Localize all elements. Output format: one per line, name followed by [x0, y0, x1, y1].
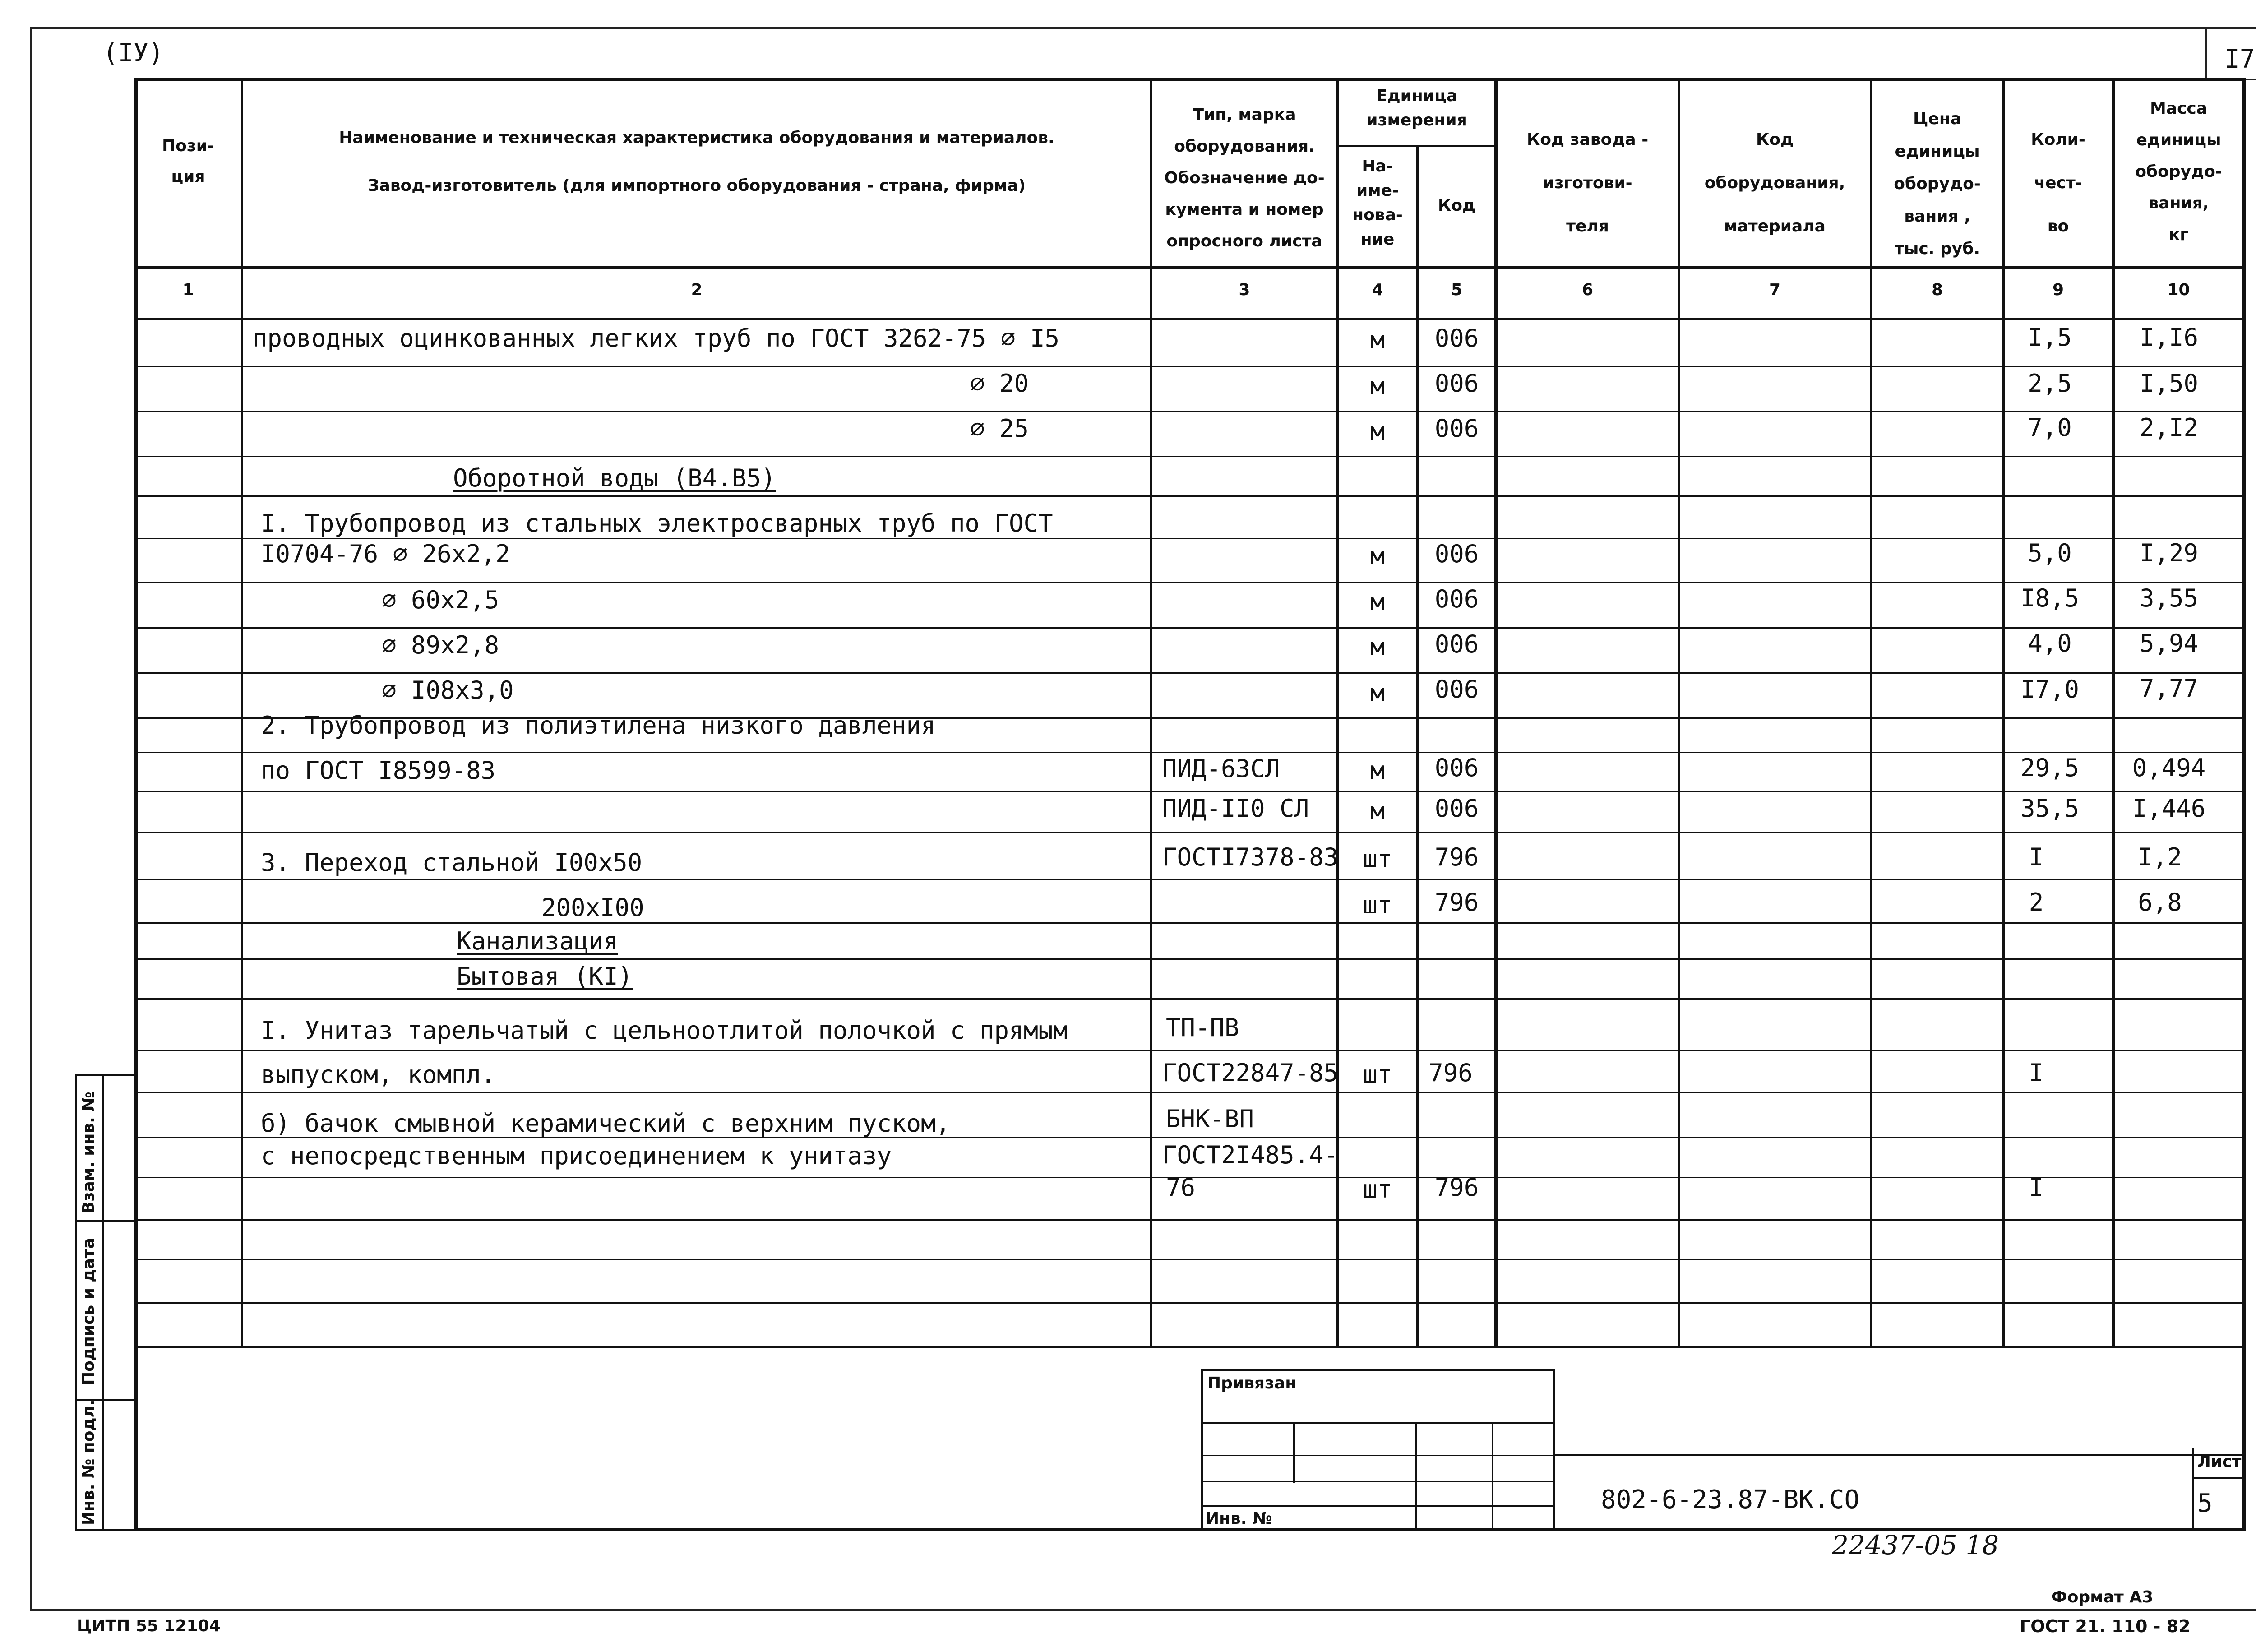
row-separator [134, 366, 2246, 367]
row-code: 006 [1434, 754, 1479, 782]
row-code: 006 [1434, 675, 1479, 703]
row-unit: шт [1363, 1175, 1392, 1203]
section-title-circulating-water: Оборотной воды (В4.В5) [453, 464, 776, 492]
doc-code-top-line [1555, 1454, 2245, 1456]
row-name: проводных оцинкованных легких труб по ГОСТ 3262-75 ∅ I5 [253, 324, 1060, 352]
row-type: БНК-ВП [1166, 1105, 1254, 1133]
header-name-line1: Наименование и техническая характеристика оборудования и материалов. [339, 129, 1054, 147]
row-name: с непосредственным присоединением к унитазу [261, 1142, 892, 1170]
row-separator [134, 582, 2246, 583]
row-qty: 2,5 [2028, 369, 2072, 398]
row-separator [134, 1050, 2246, 1051]
stamp-line-1 [1201, 1422, 1555, 1424]
row-name: ∅ 20 [970, 369, 1029, 398]
row-mass: 6,8 [2138, 888, 2182, 916]
row-code: 796 [1434, 888, 1479, 916]
header-unit-group: Единица измерения [1366, 87, 1467, 130]
row-separator [134, 1219, 2246, 1221]
archive-number: 22437-05 18 [1832, 1530, 1999, 1560]
row-name: 2. Трубопровод из полиэтилена низкого давления [261, 711, 936, 740]
row-code: 796 [1428, 1059, 1473, 1087]
col-line-5 [1494, 78, 1498, 1348]
row-code: 006 [1434, 324, 1479, 352]
header-mass: Масса единицы оборудо- вания, кг [2135, 99, 2222, 244]
row-name: ∅ 60х2,5 [382, 586, 499, 614]
header-equipment-code: Код оборудования, материала [1704, 130, 1845, 236]
row-unit: м [1370, 797, 1385, 825]
row-mass: 2,I2 [2139, 413, 2199, 442]
row-name: ∅ 89х2,8 [382, 631, 499, 659]
row-unit: м [1370, 326, 1385, 354]
row-qty: I [2029, 843, 2044, 871]
side-strip-divider [102, 1074, 104, 1531]
row-type: ТП-ПВ [1166, 1013, 1239, 1042]
row-name: ∅ 25 [970, 414, 1029, 443]
col-line-9 [2112, 78, 2115, 1348]
footer-gost: ГОСТ 21. 110 - 82 [2020, 1616, 2191, 1636]
row-mass: I,I6 [2139, 323, 2199, 352]
row-name: ∅ I08х3,0 [382, 676, 514, 704]
stamp-inv-label: Инв. № [1206, 1509, 1272, 1528]
row-type: ГОСТI7378-83 [1162, 843, 1339, 871]
side-label-inv-podl: Инв. № подл. [79, 1399, 98, 1525]
row-separator [134, 832, 2246, 833]
row-code: 006 [1434, 369, 1479, 398]
section-title-sewerage: Канализация [457, 927, 618, 955]
row-unit: м [1370, 417, 1385, 445]
row-qty: 7,0 [2028, 413, 2072, 442]
row-separator [134, 1092, 2246, 1093]
row-separator [134, 456, 2246, 457]
row-mass: I,29 [2139, 539, 2199, 567]
row-unit: м [1370, 372, 1385, 400]
section-title-domestic: Бытовая (КI) [457, 962, 633, 990]
row-qty: 5,0 [2028, 539, 2072, 567]
row-name: по ГОСТ I8599-83 [261, 756, 496, 785]
row-mass: I,50 [2139, 369, 2199, 398]
row-separator [134, 791, 2246, 792]
header-unit-name: На- име- нова- ние [1352, 157, 1403, 249]
row-separator [134, 1302, 2246, 1304]
row-qty: I [2029, 1059, 2044, 1087]
row-separator [134, 672, 2246, 674]
row-unit: м [1370, 756, 1385, 785]
corner-left-label: (IУ) [103, 38, 164, 68]
doc-code: 802-6-23.87-ВК.СО [1601, 1485, 1860, 1514]
row-type: ГОСТ22847-85 [1162, 1059, 1339, 1087]
row-separator [134, 1259, 2246, 1260]
corner-right-label: I7 [2224, 45, 2255, 74]
row-name: I0704-76 ∅ 26х2,2 [261, 540, 510, 568]
side-label-podpis: Подпись и дата [79, 1238, 98, 1385]
col-number-10: 10 [2167, 281, 2190, 299]
col-line-7 [1870, 78, 1872, 1348]
col-number-2: 2 [691, 281, 703, 299]
row-unit: шт [1363, 1060, 1392, 1089]
col-number-1: 1 [182, 281, 194, 299]
row-qty: 2 [2029, 888, 2044, 916]
row-separator [134, 752, 2246, 753]
col-line-8 [2002, 78, 2005, 1348]
header-price: Цена единицы оборудо- вания , тыс. руб. [1894, 110, 1981, 258]
row-code: 006 [1434, 540, 1479, 568]
header-unit-code: Код [1438, 196, 1476, 215]
header-name-line2: Завод-изготовитель (для импортного оборудования - страна, фирма) [367, 176, 1026, 195]
row-qty: I,5 [2028, 323, 2072, 352]
row-type: ГОСТ2I485.4- [1162, 1141, 1339, 1169]
row-qty: I8,5 [2020, 584, 2080, 612]
row-unit: шт [1363, 845, 1392, 873]
row-separator [134, 958, 2246, 960]
row-mass: 3,55 [2139, 584, 2199, 612]
row-name: 200хI00 [541, 893, 644, 922]
row-unit: м [1370, 588, 1385, 616]
row-name: I. Трубопровод из стальных электросварных труб по ГОСТ [261, 509, 1053, 537]
row-code: 796 [1434, 1173, 1479, 1202]
row-name: выпуском, компл. [261, 1060, 496, 1089]
sheet-label: Лист [2197, 1453, 2242, 1471]
col-number-4: 4 [1372, 281, 1383, 299]
header-type: Тип, марка оборудования. Обозначение до- кумента и номер опросного листа [1164, 106, 1325, 250]
row-separator [134, 998, 2246, 1000]
row-unit: шт [1363, 891, 1392, 919]
col-number-3: 3 [1239, 281, 1250, 299]
unit-subheader-line [1336, 145, 1494, 147]
footer-left: ЦИТП 55 12104 [77, 1617, 221, 1635]
row-mass: 0,494 [2132, 754, 2206, 782]
sheet-number: 5 [2197, 1489, 2213, 1518]
row-name: I. Унитаз тарельчатый с цельноотлитой полочкой с прямым [261, 1016, 1068, 1045]
col-number-8: 8 [1931, 281, 1943, 299]
row-separator [134, 538, 2246, 539]
row-name: б) бачок смывной керамический с верхним пуском, [261, 1109, 951, 1138]
row-separator [134, 922, 2246, 924]
header-quantity: Коли- чест- во [2031, 130, 2085, 236]
stamp-line-2 [1201, 1455, 1555, 1456]
row-type: ПИД-II0 СЛ [1162, 794, 1309, 823]
row-separator [134, 495, 2246, 497]
row-separator [134, 411, 2246, 412]
col-number-7: 7 [1769, 281, 1781, 299]
stamp-vline-2 [1415, 1422, 1417, 1531]
col-number-9: 9 [2052, 281, 2064, 299]
col-number-5: 5 [1451, 281, 1463, 299]
stamp-vline-3 [1492, 1422, 1493, 1531]
number-row-bottom-line [134, 318, 2246, 320]
sheet-box-line [2192, 1477, 2245, 1479]
row-mass: 7,77 [2139, 674, 2199, 703]
row-mass: I,2 [2138, 843, 2182, 871]
row-name: 3. Переход стальной I00х50 [261, 848, 643, 877]
side-label-vzam: Взам. инв. № [79, 1092, 98, 1214]
sheet-box-divider [2192, 1448, 2194, 1531]
col-line-6 [1678, 78, 1680, 1348]
header-position: Пози- ция [162, 137, 214, 186]
row-qty: 35,5 [2020, 794, 2080, 823]
col-line-2 [1150, 78, 1152, 1348]
footer-format: Формат А3 [2051, 1588, 2154, 1606]
row-type: ПИД-63СЛ [1162, 754, 1280, 783]
row-unit: м [1370, 633, 1385, 661]
stamp-vline-1 [1293, 1422, 1295, 1483]
body-bottom-line [134, 1346, 2246, 1348]
row-unit: м [1370, 541, 1385, 570]
header-plant-code: Код завода - изготови- теля [1526, 130, 1649, 236]
row-code: 006 [1434, 794, 1479, 823]
row-code: 006 [1434, 414, 1479, 443]
row-unit: м [1370, 679, 1385, 707]
side-strip-line-1 [75, 1220, 136, 1222]
col-line-4 [1416, 145, 1419, 1348]
row-separator [134, 879, 2246, 880]
row-qty: 29,5 [2020, 754, 2080, 782]
col-number-6: 6 [1581, 281, 1594, 299]
row-qty: 4,0 [2028, 629, 2072, 657]
row-type: 76 [1166, 1173, 1196, 1202]
header-bottom-line [134, 266, 2246, 269]
stamp-privyazan-label: Привязан [1207, 1374, 1297, 1393]
row-separator [134, 627, 2246, 629]
row-code: 006 [1434, 630, 1479, 658]
row-code: 796 [1434, 843, 1479, 871]
row-mass: 5,94 [2139, 629, 2199, 657]
row-qty: I [2029, 1173, 2044, 1202]
col-line-1 [241, 78, 243, 1348]
row-qty: I7,0 [2020, 675, 2080, 703]
row-mass: I,446 [2132, 794, 2206, 823]
stamp-line-3 [1201, 1481, 1555, 1482]
row-code: 006 [1434, 585, 1479, 613]
